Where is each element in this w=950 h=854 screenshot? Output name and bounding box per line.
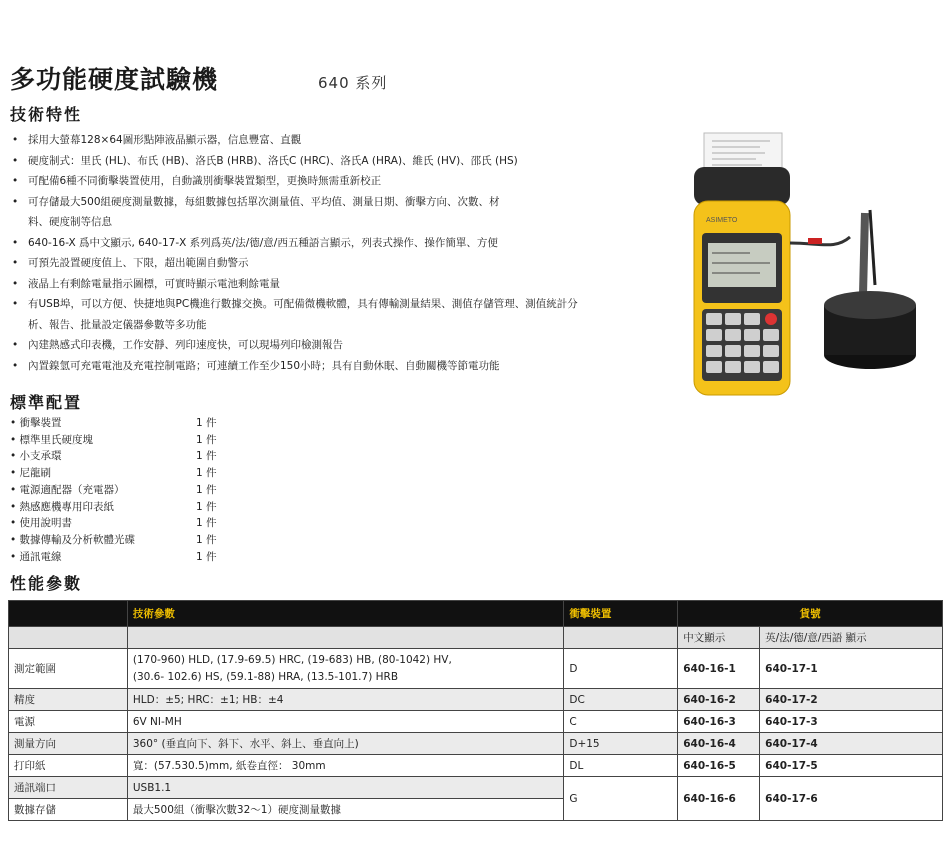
header-impact: 衝擊裝置 bbox=[564, 601, 678, 627]
feature-item: • 可存儲最大500組硬度測量數據，每組數據包括單次測量值、平均值、測量日期、衝擊方向、次數、材 bbox=[10, 192, 670, 213]
header-code: 貨號 bbox=[678, 601, 943, 627]
table-subheader-row bbox=[9, 627, 943, 649]
feature-item: • 硬度制式：里氏 (HL)、布氏 (HB)、洛氏B (HRB)、洛氏C (HRC)、洛氏A (HRA)、維氏 (HV)、邵氏 (HS) bbox=[10, 151, 670, 172]
table-header-row bbox=[9, 601, 943, 627]
feature-item: • 採用大螢幕128×64圖形點陣液晶顯示器，信息豐富、直觀 bbox=[10, 130, 670, 151]
standard-item: • 尼龍刷 1 件 bbox=[10, 465, 217, 482]
standard-item: • 標準里氏硬度塊 1 件 bbox=[10, 432, 217, 449]
feature-item: • 液晶上有剩餘電量指示圖標，可實時顯示電池剩餘電量 bbox=[10, 274, 670, 295]
standard-item: • 衝擊裝置 1 件 bbox=[10, 415, 217, 432]
printer-housing bbox=[694, 167, 790, 205]
features-heading: 技術特性 bbox=[10, 105, 83, 124]
table-row: 打印紙 寬：(57.530.5)mm, 紙卷直徑： 30mm DL 640-16-5 640-17-5 bbox=[9, 755, 943, 777]
power-button bbox=[765, 313, 777, 325]
feature-item: • 可預先設置硬度值上、下限，超出範圍自動警示 bbox=[10, 253, 670, 274]
series-label: 640 系列 bbox=[318, 74, 388, 92]
table-row: 電源 6V NI-MH C 640-16-3 640-17-3 bbox=[9, 711, 943, 733]
spec-table bbox=[8, 600, 943, 821]
standard-heading: 標準配置 bbox=[10, 393, 83, 412]
standard-item: • 電源適配器（充電器） 1 件 bbox=[10, 482, 217, 499]
header-blank bbox=[9, 601, 128, 627]
subheader-chinese: 中文顯示 bbox=[678, 627, 760, 649]
device-brand: ASIMETO bbox=[706, 217, 738, 224]
standard-item: • 通訊電線 1 件 bbox=[10, 549, 217, 566]
page-title: 多功能硬度試驗機 bbox=[10, 65, 219, 94]
hardness-tester-image bbox=[690, 125, 945, 405]
performance-heading: 性能參數 bbox=[10, 574, 83, 593]
standard-item: • 使用說明書 1 件 bbox=[10, 515, 217, 532]
table-row: 測定範圍 (170-960) HLD, (17.9-69.5) HRC, (19-683) HB, (80-1042) HV, (30.6- 102.6) HS, (59.1-88) HRA, (13.5-101.7) HRB D 640-16-1 640-17-1 bbox=[9, 649, 943, 689]
header-spec: 技術參數 bbox=[127, 601, 564, 627]
feature-item: • 可配備6種不同衝擊裝置使用，自動識別衝擊裝置類型，更換時無需重新校正 bbox=[10, 171, 670, 192]
table-row: 精度 HLD：±5; HRC：±1; HB：±4 DC 640-16-2 640-17-2 bbox=[9, 689, 943, 711]
table-row: 數據存儲 最大500組（衝擊次數32～1）硬度測量數據 bbox=[9, 799, 943, 821]
standard-item: • 數據傳輸及分析軟體光碟 1 件 bbox=[10, 532, 217, 549]
subheader-multilang: 英/法/德/意/西語 顯示 bbox=[760, 627, 943, 649]
feature-item: • 內建熱感式印表機，工作安靜、列印速度快，可以現場列印檢測報告 bbox=[10, 335, 670, 356]
cable-connector bbox=[808, 238, 822, 244]
feature-item: • 640-16-X 爲中文顯示, 640-17-X 系列爲英/法/德/意/西五種語言顯示，列表式操作、操作簡單、方便 bbox=[10, 233, 670, 254]
standard-list bbox=[10, 415, 217, 565]
standard-item: • 熱感應機專用印表紙 1 件 bbox=[10, 499, 217, 516]
lcd-screen bbox=[708, 243, 776, 287]
features-list bbox=[10, 130, 670, 376]
feature-item: • 有USB埠，可以方便、快捷地與PC機進行數據交換。可配備微機軟體，具有傳輸測量結果、測值存儲管理、測值統計分 bbox=[10, 294, 670, 315]
table-row: 測量方向 360° (垂直向下、斜下、水平、斜上、垂直向上) D+15 640-16-4 640-17-4 bbox=[9, 733, 943, 755]
feature-item-continued: 料、硬度制等信息 bbox=[28, 216, 112, 228]
feature-item: • 內置鎳氫可充電電池及充電控制電路；可連續工作至少150小時；具有自動休眠、自動關機等節電功能 bbox=[10, 356, 670, 377]
table-row: 通訊端口 USB1.1 G 640-16-6 640-17-6 bbox=[9, 777, 943, 799]
feature-item-continued: 析、報告、批量設定儀器參數等多功能 bbox=[28, 318, 207, 331]
standard-item: • 小支承環 1 件 bbox=[10, 448, 217, 465]
